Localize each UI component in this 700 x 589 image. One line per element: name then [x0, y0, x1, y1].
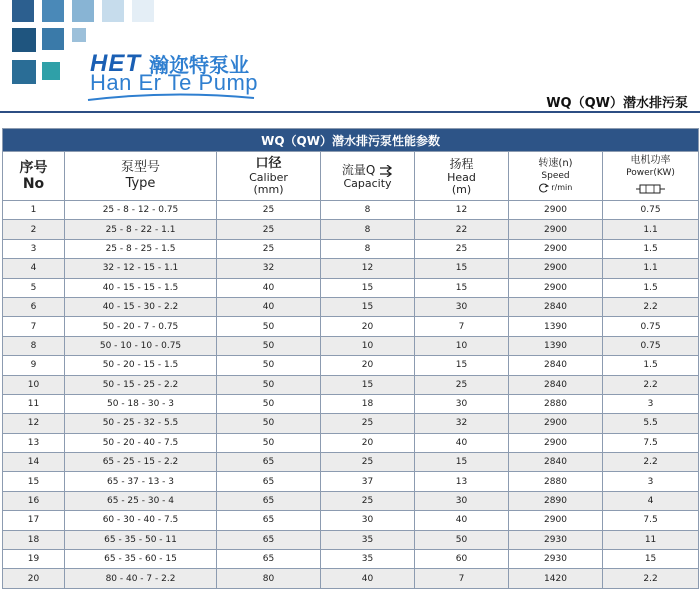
col-caliber: [217, 152, 321, 201]
table-cell: 7.5: [603, 433, 699, 452]
brand-name-en: Han Er Te Pump: [90, 70, 259, 95]
col-power-cn: 电机功率: [630, 154, 671, 166]
motor-icon: [636, 183, 666, 195]
decor-square: [42, 0, 64, 22]
table-caption: WQ（QW）潜水排污泵性能参数: [3, 129, 699, 152]
table-cell: 65 - 35 - 50 - 11: [65, 530, 217, 549]
table-cell: 65 - 37 - 13 - 3: [65, 472, 217, 491]
decor-square: [12, 60, 36, 84]
table-cell: 1: [3, 201, 65, 220]
table-row: [3, 317, 699, 336]
table-cell: 20: [3, 569, 65, 588]
table-cell: 40 - 15 - 15 - 1.5: [65, 278, 217, 297]
page-title: WQ（QW）潜水排污泵: [546, 96, 688, 111]
table-cell: 50 - 20 - 7 - 0.75: [65, 317, 217, 336]
table-cell: 65: [217, 530, 321, 549]
table-cell: 2840: [509, 453, 603, 472]
table-cell: 1.1: [603, 220, 699, 239]
table-row: [3, 201, 699, 220]
table-cell: 65 - 25 - 30 - 4: [65, 491, 217, 510]
col-type: [65, 152, 217, 201]
table-cell: 7: [415, 569, 509, 588]
table-cell: 65 - 35 - 60 - 15: [65, 550, 217, 569]
table-cell: 40 - 15 - 30 - 2.2: [65, 297, 217, 316]
table-cell: 2840: [509, 375, 603, 394]
table-cell: 15: [321, 297, 415, 316]
col-capacity-en: Capacity: [343, 177, 392, 190]
table-cell: 2: [3, 220, 65, 239]
table-cell: 2900: [509, 259, 603, 278]
table-cell: 2840: [509, 297, 603, 316]
col-head-unit: (m): [451, 183, 472, 196]
table-cell: 4: [3, 259, 65, 278]
table-cell: 8: [3, 336, 65, 355]
table-cell: 35: [321, 530, 415, 549]
table-cell: 2.2: [603, 297, 699, 316]
table-row: [3, 530, 699, 549]
table-cell: 9: [3, 356, 65, 375]
table-cell: 1.5: [603, 356, 699, 375]
table-cell: 40: [217, 297, 321, 316]
table-cell: 12: [415, 201, 509, 220]
table-cell: 50: [217, 317, 321, 336]
table-cell: 0.75: [603, 336, 699, 355]
table-cell: 65: [217, 550, 321, 569]
table-cell: 32 - 12 - 15 - 1.1: [65, 259, 217, 278]
table-cell: 50: [217, 433, 321, 452]
table-cell: 8: [321, 201, 415, 220]
decor-square: [102, 0, 124, 22]
table-cell: 2930: [509, 550, 603, 569]
col-head-en: Head: [447, 171, 476, 184]
table-cell: 12: [321, 259, 415, 278]
table-cell: 25: [217, 201, 321, 220]
table-cell: 2890: [509, 491, 603, 510]
table-cell: 25 - 8 - 12 - 0.75: [65, 201, 217, 220]
table-cell: 3: [3, 239, 65, 258]
table-row: [3, 491, 699, 510]
header: [0, 0, 700, 112]
decor-square: [72, 28, 86, 42]
table-cell: 25: [321, 453, 415, 472]
decor-square: [42, 28, 64, 50]
col-capacity: [321, 152, 415, 201]
table-cell: 20: [321, 356, 415, 375]
col-caliber-cn: 口径: [255, 156, 282, 171]
table-cell: 2900: [509, 511, 603, 530]
table-cell: 15: [3, 472, 65, 491]
table-cell: 50: [415, 530, 509, 549]
table-cell: 1.5: [603, 239, 699, 258]
col-speed-en: Speed: [541, 171, 570, 181]
table-cell: 11: [3, 394, 65, 413]
table-cell: 25: [415, 239, 509, 258]
col-no-cn: 序号: [19, 160, 48, 176]
decor-square: [72, 0, 94, 22]
col-caliber-unit: (mm): [253, 183, 284, 196]
logo-mark: HET: [90, 50, 141, 77]
table-cell: 25 - 8 - 22 - 1.1: [65, 220, 217, 239]
table-row: [3, 239, 699, 258]
table-cell: 10: [415, 336, 509, 355]
table-cell: 7: [3, 317, 65, 336]
table-cell: 20: [321, 433, 415, 452]
table-cell: 2.2: [603, 453, 699, 472]
table-cell: 2900: [509, 220, 603, 239]
table-cell: 8: [321, 239, 415, 258]
table-cell: 11: [603, 530, 699, 549]
table-cell: 15: [415, 453, 509, 472]
table-cell: 5: [3, 278, 65, 297]
table-cell: 13: [415, 472, 509, 491]
rotation-icon: [539, 183, 549, 193]
table-cell: 30: [415, 394, 509, 413]
table-cell: 22: [415, 220, 509, 239]
table-cell: 25: [217, 239, 321, 258]
table-cell: 10: [3, 375, 65, 394]
table-cell: 2880: [509, 472, 603, 491]
table-cell: 50 - 20 - 40 - 7.5: [65, 433, 217, 452]
col-head: [415, 152, 509, 201]
table-cell: 2900: [509, 433, 603, 452]
table-cell: 15: [415, 259, 509, 278]
table-cell: 15: [415, 356, 509, 375]
table-row: [3, 220, 699, 239]
table-cell: 2.2: [603, 375, 699, 394]
table-cell: 17: [3, 511, 65, 530]
table-body: [3, 201, 699, 589]
table-cell: 65: [217, 453, 321, 472]
table-cell: 65: [217, 472, 321, 491]
table-row: [3, 453, 699, 472]
table-cell: 50 - 20 - 15 - 1.5: [65, 356, 217, 375]
table-cell: 50 - 10 - 10 - 0.75: [65, 336, 217, 355]
table-cell: 25: [217, 220, 321, 239]
table-cell: 13: [3, 433, 65, 452]
table-row: [3, 297, 699, 316]
table-row: [3, 259, 699, 278]
col-power-en: Power(KW): [626, 167, 675, 178]
table-cell: 65: [217, 511, 321, 530]
table-cell: 40: [415, 433, 509, 452]
col-type-en: Type: [125, 176, 156, 191]
col-no-en: No: [22, 176, 45, 192]
table-cell: 14: [3, 453, 65, 472]
table-row: [3, 278, 699, 297]
table-cell: 1390: [509, 336, 603, 355]
table-cell: 37: [321, 472, 415, 491]
table-cell: 1420: [509, 569, 603, 588]
table-row: [3, 336, 699, 355]
table-cell: 15: [321, 278, 415, 297]
flow-icon: [379, 165, 393, 177]
table-cell: 35: [321, 550, 415, 569]
table-cell: 60 - 30 - 40 - 7.5: [65, 511, 217, 530]
table-cell: 32: [415, 414, 509, 433]
table-cell: 3: [603, 394, 699, 413]
table-row: [3, 414, 699, 433]
table-cell: 2900: [509, 201, 603, 220]
table-row: [3, 511, 699, 530]
table-cell: 16: [3, 491, 65, 510]
table-cell: 2930: [509, 530, 603, 549]
table-cell: 18: [321, 394, 415, 413]
table-cell: 50: [217, 375, 321, 394]
table-cell: 18: [3, 530, 65, 549]
table-cell: 20: [321, 317, 415, 336]
table-cell: 8: [321, 220, 415, 239]
table-cell: 2840: [509, 356, 603, 375]
table-cell: 0.75: [603, 317, 699, 336]
table-cell: 50: [217, 394, 321, 413]
decor-square: [42, 62, 60, 80]
col-power: [603, 152, 699, 201]
table-cell: 15: [321, 375, 415, 394]
table-cell: 30: [415, 491, 509, 510]
performance-table: [2, 128, 699, 589]
table-row: [3, 569, 699, 588]
table-cell: 2880: [509, 394, 603, 413]
table-row: [3, 375, 699, 394]
col-speed-unit: r/min: [551, 183, 573, 192]
table-cell: 50: [217, 356, 321, 375]
table-cell: 80: [217, 569, 321, 588]
table-cell: 10: [321, 336, 415, 355]
table-cell: 40: [415, 511, 509, 530]
decor-square: [132, 0, 154, 22]
table-row: [3, 356, 699, 375]
table-cell: 50: [217, 336, 321, 355]
table-cell: 65: [217, 491, 321, 510]
table-cell: 50: [217, 414, 321, 433]
table-cell: 25 - 8 - 25 - 1.5: [65, 239, 217, 258]
table-cell: 3: [603, 472, 699, 491]
table-cell: 2900: [509, 278, 603, 297]
table-cell: 1.5: [603, 278, 699, 297]
decor-square: [12, 28, 36, 52]
table-cell: 1390: [509, 317, 603, 336]
table-cell: 50 - 25 - 32 - 5.5: [65, 414, 217, 433]
table-cell: 2900: [509, 239, 603, 258]
col-no: [3, 152, 65, 201]
table-cell: 25: [415, 375, 509, 394]
table-cell: 1.1: [603, 259, 699, 278]
decor-square: [12, 0, 34, 22]
col-caliber-en: Caliber: [249, 171, 288, 184]
table-cell: 80 - 40 - 7 - 2.2: [65, 569, 217, 588]
table-cell: 12: [3, 414, 65, 433]
table-cell: 2.2: [603, 569, 699, 588]
col-speed-cn: 转速(n): [538, 158, 573, 169]
table-row: [3, 550, 699, 569]
table-cell: 4: [603, 491, 699, 510]
table-cell: 6: [3, 297, 65, 316]
table-cell: 19: [3, 550, 65, 569]
col-head-cn: 扬程: [449, 157, 474, 171]
table-cell: 40: [217, 278, 321, 297]
col-speed: [509, 152, 603, 201]
table-cell: 15: [415, 278, 509, 297]
table-cell: 0.75: [603, 201, 699, 220]
col-type-cn: 泵型号: [120, 160, 160, 175]
table-cell: 50 - 15 - 25 - 2.2: [65, 375, 217, 394]
table-cell: 30: [415, 297, 509, 316]
table-cell: 15: [603, 550, 699, 569]
table-cell: 60: [415, 550, 509, 569]
table-cell: 7.5: [603, 511, 699, 530]
brand-name-cn: 瀚迩特泵业: [149, 53, 249, 77]
table-cell: 2900: [509, 414, 603, 433]
table-cell: 50 - 18 - 30 - 3: [65, 394, 217, 413]
table-cell: 40: [321, 569, 415, 588]
table-cell: 32: [217, 259, 321, 278]
swoosh-icon: [86, 92, 256, 102]
table-row: [3, 472, 699, 491]
table-row: [3, 394, 699, 413]
table-cell: 7: [415, 317, 509, 336]
header-divider: [0, 111, 700, 113]
table-cell: 30: [321, 511, 415, 530]
table-cell: 25: [321, 491, 415, 510]
table-cell: 5.5: [603, 414, 699, 433]
table-row: [3, 433, 699, 452]
col-capacity-cn: 流量Q: [341, 163, 376, 177]
table-cell: 25: [321, 414, 415, 433]
table-cell: 65 - 25 - 15 - 2.2: [65, 453, 217, 472]
